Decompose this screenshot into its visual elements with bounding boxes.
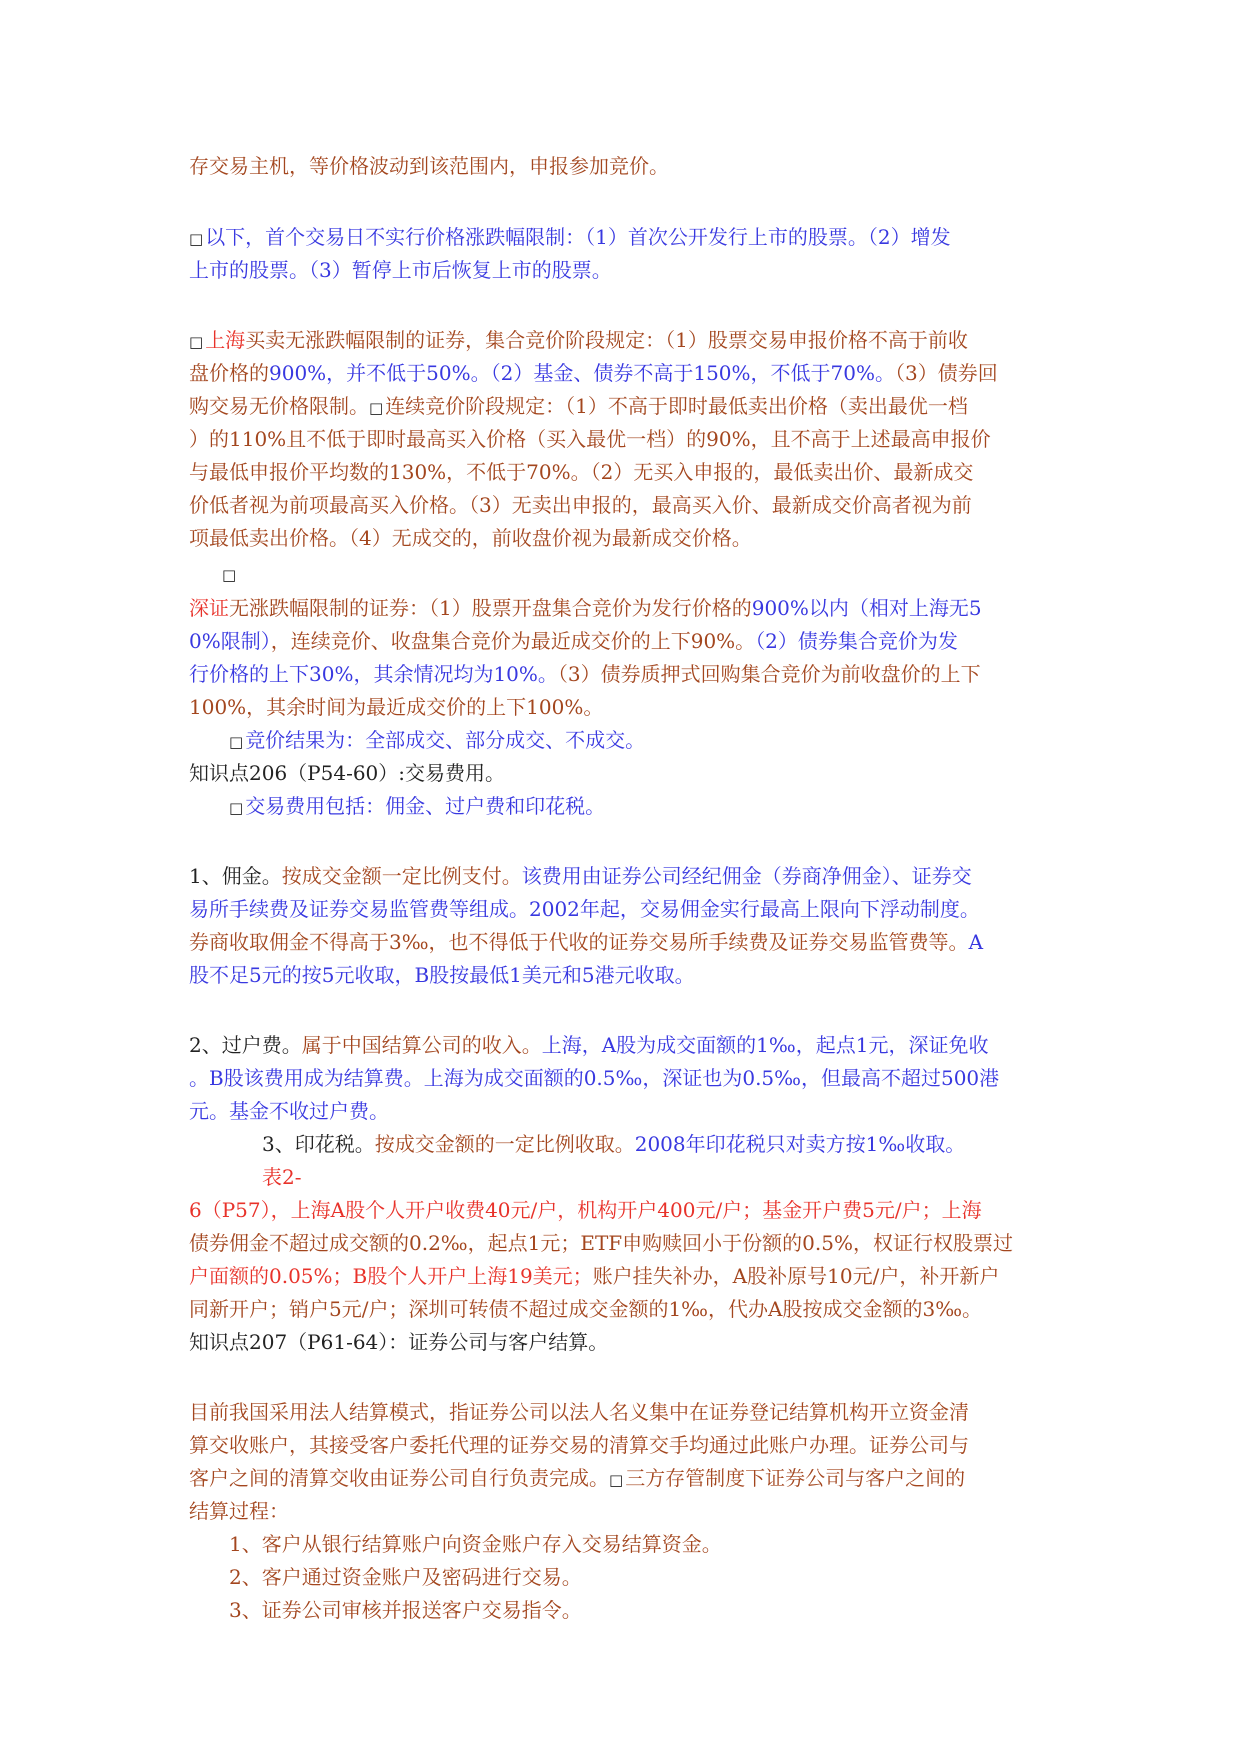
text-run: 深证 bbox=[189, 596, 229, 620]
text-run: 。B股该费用成为结算费。 bbox=[189, 1066, 424, 1090]
text-line bbox=[189, 1227, 1013, 1260]
text-run: 6（P57） bbox=[189, 1198, 271, 1222]
text-run: 债券佣金不超过成交额的0.2‰，起点1元；ETF申购赎回小于份额的0.5%，权证行权股票过 bbox=[189, 1231, 1013, 1255]
text-run: 按成交金额的一定比例收取。 bbox=[374, 1132, 635, 1156]
text-run: 上海 bbox=[205, 328, 246, 352]
text-run: 900%，并不低于50%。（2）基金、债券不高于150%，不低于70%。 bbox=[269, 361, 895, 385]
bullet-box-icon: □ bbox=[222, 566, 237, 584]
bullet-box-icon: □ bbox=[189, 230, 204, 248]
text-run: 结算过程： bbox=[189, 1499, 289, 1523]
text-line bbox=[262, 1128, 965, 1161]
text-run: 三方存管制度下证券公司与客户之间的 bbox=[625, 1466, 966, 1490]
text-line bbox=[229, 724, 645, 759]
text-line bbox=[189, 1495, 289, 1528]
text-line bbox=[189, 456, 973, 489]
text-run: 以下，首个交易日不实行价格涨跌幅限制：（1）首次公开发行上市的股票。（2）增发 bbox=[205, 225, 951, 249]
text-run: （3）债券质押式回购集合竞价为前收盘价的上下 bbox=[557, 662, 981, 686]
bullet-box-icon: □ bbox=[609, 1471, 624, 1489]
text-run: 无涨跌幅限制的证券：（1）股票开盘集合竞价为发行价格的 bbox=[229, 596, 752, 620]
text-run: 竞价结果为：全部成交、部分成交、不成交。 bbox=[245, 728, 646, 752]
text-line bbox=[189, 489, 972, 522]
text-line bbox=[189, 926, 983, 959]
bullet-box-icon: □ bbox=[229, 733, 244, 751]
text-line bbox=[229, 790, 605, 825]
text-line bbox=[189, 691, 603, 724]
list-item bbox=[229, 1561, 582, 1594]
text-run: 存交易主机，等价格波动到该范围内，申报参加竞价。 bbox=[189, 154, 669, 178]
text-run: 2、过户费。 bbox=[189, 1033, 302, 1057]
text-line bbox=[189, 357, 998, 390]
text-line bbox=[189, 1396, 969, 1429]
text-run: 券商收取佣金不得高于3‰，也不得低于代收的证券交易所手续费及证券交易监管费等。 bbox=[189, 930, 969, 954]
text-line bbox=[189, 390, 968, 425]
text-line bbox=[189, 1260, 999, 1293]
text-line bbox=[189, 423, 991, 456]
text-run: 0%限制） bbox=[189, 629, 271, 653]
text-line bbox=[189, 592, 982, 625]
text-run: 目前我国采用法人结算模式，指证券公司以法人名义集中在证券登记结算机构开立资金清 bbox=[189, 1400, 969, 1424]
text-run: A bbox=[968, 930, 984, 954]
text-line bbox=[189, 1062, 999, 1095]
text-line bbox=[189, 221, 951, 256]
text-run: （2）债券集合竞价为发 bbox=[755, 629, 958, 653]
text-run: 元。基金不收过户费。 bbox=[189, 1099, 389, 1123]
text-run: 知识点206（P54-60）:交易费用。 bbox=[189, 761, 506, 785]
text-line bbox=[189, 959, 695, 992]
text-run: 1、佣金。 bbox=[189, 864, 282, 888]
text-run: 1、客户从银行结算账户向资金账户存入交易结算资金。 bbox=[229, 1532, 722, 1556]
text-run: 该费用由证券公司经纪佣金（券商净佣金）、证券交 bbox=[521, 864, 972, 888]
text-line bbox=[189, 150, 669, 183]
text-line bbox=[189, 1194, 982, 1227]
text-line bbox=[262, 1161, 301, 1194]
text-run: 行价格的上下30%，其余情况均为10%。 bbox=[189, 662, 558, 686]
text-run: 客户之间的清算交收由证券公司自行负责完成。 bbox=[189, 1466, 609, 1490]
text-run: 算交收账户，其接受客户委托代理的证券交易的清算交手均通过此账户办理。证券公司与 bbox=[189, 1433, 969, 1457]
text-run: 项最低卖出价格。（4）无成交的，前收盘价视为最新成交价格。 bbox=[189, 526, 752, 550]
text-line bbox=[189, 1462, 965, 1497]
text-run: 与最低申报价平均数的130%，不低于70%。（2）无买入申报的，最低卖出价、最新成交 bbox=[189, 460, 974, 484]
text-run: （3）债券回 bbox=[895, 361, 998, 385]
bullet-box-icon: □ bbox=[229, 799, 244, 817]
text-line bbox=[189, 625, 958, 658]
text-run: 100%，其余时间为最近成交价的上下100%。 bbox=[189, 695, 604, 719]
text-line bbox=[189, 1293, 982, 1326]
text-run: 属于中国结算公司的收入。 bbox=[301, 1033, 542, 1057]
text-line bbox=[189, 1429, 969, 1462]
text-run: ，连续竞价、收盘集合竞价为最近成交价的上下90%。 bbox=[270, 629, 756, 653]
text-line bbox=[222, 557, 238, 592]
text-line bbox=[189, 522, 752, 555]
text-run: 表2- bbox=[262, 1165, 302, 1189]
text-run: 900%以内（相对上海无5 bbox=[751, 596, 982, 620]
list-item bbox=[229, 1594, 582, 1627]
text-run: 盘价格的 bbox=[189, 361, 269, 385]
list-item bbox=[229, 1528, 722, 1561]
text-line bbox=[189, 1095, 389, 1128]
text-run: 同新开户；销户5元/户；深圳可转债不超过成交金额的1‰，代办A股按成交金额的3‰。 bbox=[189, 1297, 983, 1321]
text-run: 知识点207（P61-64）：证券公司与客户结算。 bbox=[189, 1330, 609, 1354]
text-run: 上市的股票。（3）暂停上市后恢复上市的股票。 bbox=[189, 258, 612, 282]
text-run: 3、证券公司审核并报送客户交易指令。 bbox=[229, 1598, 582, 1622]
text-run: ，上海A股个人开户收费40元/户，机构开户400元/户；基金开户费5元/户；上海 bbox=[270, 1198, 982, 1222]
text-run: 2008年印花税只对卖方按1‰收取。 bbox=[634, 1132, 966, 1156]
text-line bbox=[189, 1029, 988, 1062]
text-run: 户面额的0.05%；B股个人开户上海19美元； bbox=[189, 1264, 593, 1288]
text-run: 易所手续费及证券交易监管费等组成。2002年起，交易佣金实行最高上限向下浮动制度。 bbox=[189, 897, 980, 921]
text-line bbox=[189, 254, 612, 287]
bullet-box-icon: □ bbox=[189, 333, 204, 351]
bullet-box-icon: □ bbox=[369, 399, 384, 417]
text-line bbox=[189, 893, 980, 926]
text-run: 买卖无涨跌幅限制的证券，集合竞价阶段规定：（1）股票交易申报价格不高于前收 bbox=[245, 328, 968, 352]
text-run: 股不足5元的按5元收取，B股按最低1美元和5港元收取。 bbox=[189, 963, 695, 987]
text-run: 3、印花税。 bbox=[262, 1132, 375, 1156]
text-line bbox=[189, 658, 981, 691]
text-run: 价低者视为前项最高买入价格。（3）无卖出申报的，最高买入价、最新成交价高者视为前 bbox=[189, 493, 972, 517]
text-line bbox=[189, 860, 972, 893]
section-heading bbox=[189, 757, 505, 790]
section-heading bbox=[189, 1326, 608, 1359]
text-run: 2、客户通过资金账户及密码进行交易。 bbox=[229, 1565, 582, 1589]
text-run: 账户挂失补办，A股补原号10元/户，补开新户 bbox=[592, 1264, 1000, 1288]
text-run: 按成交金额一定比例支付。 bbox=[281, 864, 522, 888]
text-run: ）的110%且不低于即时最高买入价格（买入最优一档）的90%，且不高于上述最高申报价 bbox=[189, 427, 991, 451]
text-line bbox=[189, 324, 968, 359]
text-run: 购交易无价格限制。 bbox=[189, 394, 369, 418]
text-run: 上海，A股为成交面额的1‰，起点1元，深证免收 bbox=[541, 1033, 989, 1057]
text-run: 交易费用包括：佣金、过户费和印花税。 bbox=[245, 794, 606, 818]
text-run: 上海为成交面额的0.5‰，深证也为0.5‰，但最高不超过500港 bbox=[423, 1066, 1000, 1090]
text-run: 连续竞价阶段规定：（1）不高于即时最低卖出价格（卖出最优一档 bbox=[385, 394, 968, 418]
